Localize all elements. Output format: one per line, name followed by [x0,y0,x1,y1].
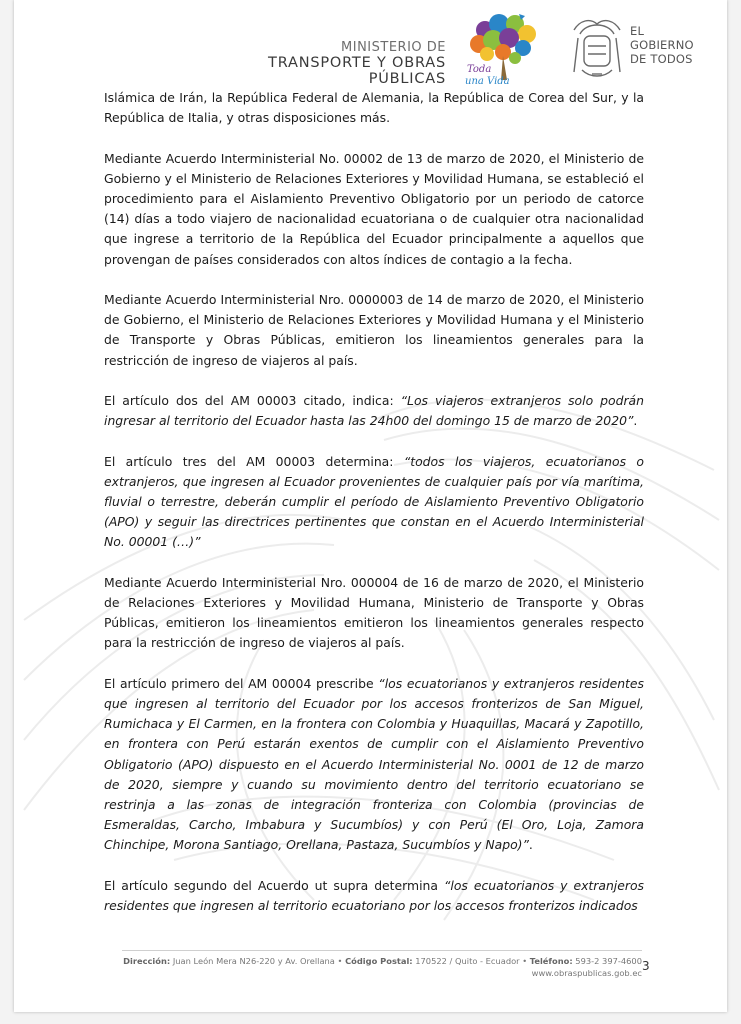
slogan-line2: una Vida [465,76,510,87]
slogan-line1: Toda [467,64,492,75]
quote: “todos los viajeros, ecuatorianos o extranjeros, que ingresen al Ecuador provenientes de cualquier país por vía marítima, fluvial o terrestre, deberán cumplir el período de Aislamiento Preventivo Obligatorio (APO) y seguir las directrices pertinentes que constan en el Acuerdo Interministerial No. 00001 (…)” [104,453,644,550]
footer-website: www.obraspublicas.gob.ec [531,968,642,978]
gov-line1: EL [630,24,645,38]
paragraph-1: Islámica de Irán, la República Federal de Alemania, la República de Corea del Sur, y la República de Italia, y otras disposiciones más. [104,90,644,126]
paragraph-7: El artículo primero del AM 00004 prescribe “los ecuatorianos y extranjeros residentes que ingresen al territorio del Ecuador por los accesos fronterizos de San Miguel, Rumichaca y El Carmen, en la frontera con Colombia y Huaquillas, Macará y Zapotillo, en frontera con Perú estarán exentos de cumplir con el Aislamiento Preventivo Obligatorio (APO) dispuesto en el Acuerdo Interministerial No. 0001 de 12 de marzo de 2020, siempre y cuando su movimiento dentro del territorio ecuatoriano se restrinja a las zonas de integración fronteriza con Colombia (provincias de Esmeraldas, Carcho, Imbabura y Sucumbíos) y con Perú (El Oro, Loja, Zamora Chinchipe, Morona Santiago, Orellana, Pastaza, Sucumbíos y Napo)”. [104,675,644,853]
paragraph-8: El artículo segundo del Acuerdo ut supra determina “los ecuatorianos y extranjeros residentes que ingresen al territorio ecuatoriano por los accesos fronterizos indicados [104,877,644,914]
quote: “Los viajeros extranjeros solo podrán ingresar al territorio del Ecuador hasta las 24h00 del domingo 15 de marzo de 2020” [104,393,644,429]
footer-divider [122,950,642,951]
paragraph-3: Mediante Acuerdo Interministerial Nro. 0000003 de 14 de marzo de 2020, el Ministerio de Gobierno, el Ministerio de Relaciones Exteriores y Movilidad Humana y el Ministerio de Transporte y Obras Públicas, emitieron los lineamientos generales para la restricción de ingreso de viajeros al país. [104,292,644,368]
gobierno-de-todos-logo [630,24,694,66]
document-body [104,88,644,936]
ecuador-coat-of-arms-icon [566,16,628,86]
quote: “los ecuatorianos y extranjeros residentes que ingresen al territorio ecuatoriano por los accesos fronterizos indicados [104,877,644,914]
ministry-name [200,40,446,87]
document-page [14,0,727,1012]
toda-una-vida-tree-logo [459,10,549,88]
gov-line3: DE TODOS [630,52,693,66]
ministry-line2: TRANSPORTE Y OBRAS PÚBLICAS [268,55,446,87]
footer-address: Dirección: Juan León Mera N26-220 y Av. Orellana • Código Postal: 170522 / Quito - Ecuador • Teléfono: 593-2 397-4600 [123,956,642,966]
paragraph-2: Mediante Acuerdo Interministerial No. 00002 de 13 de marzo de 2020, el Ministerio de Gobierno y el Ministerio de Relaciones Exteriores y Movilidad Humana, se estableció el procedimiento para el Aislamiento Preventivo Obligatorio por un periodo de catorce (14) días a todo viajero de nacionalidad ecuatoriana o de cualquier otra nacionalidad que ingrese a territorio de la República del Ecuador principalmente a aquellos que provengan de países considerados con altos índices de contagio a la fecha. [104,150,644,267]
page-footer [122,950,642,979]
ministry-line1: MINISTERIO DE [341,40,446,55]
page-number: 3 [642,959,650,973]
paragraph-6: Mediante Acuerdo Interministerial Nro. 000004 de 16 de marzo de 2020, el Ministerio de Relaciones Exteriores y Movilidad Humana, Ministerio de Transporte y Obras Públicas, emitieron los lineamientos emitieron los lineamientos generales respecto para la restricción de ingreso de viajeros al país. [104,574,644,651]
paragraph-5: El artículo tres del AM 00003 determina: “todos los viajeros, ecuatorianos o extranjeros, que ingresen al Ecuador provenientes de cualquier país por vía marítima, fluvial o terrestre, deberán cumplir el período de Aislamiento Preventivo Obligatorio (APO) y seguir las directrices pertinentes que constan en el Acuerdo Interministerial No. 00001 (…)” [104,453,644,550]
gov-line2: GOBIERNO [630,38,694,52]
paragraph-4: El artículo dos del AM 00003 citado, indica: “Los viajeros extranjeros solo podrán ingresar al territorio del Ecuador hasta las 24h00 del domingo 15 de marzo de 2020”. [104,393,644,429]
quote: “los ecuatorianos y extranjeros residentes que ingresen al territorio del Ecuador por los accesos fronterizos de San Miguel, Rumichaca y El Carmen, en la frontera con Colombia y Huaquillas, Macará y Zapotillo, en frontera con Perú estarán exentos de cumplir con el Aislamiento Preventivo Obligatorio (APO) dispuesto en el Acuerdo Interministerial No. 0001 de 12 de marzo de 2020, siempre y cuando su movimiento dentro del territorio ecuatoriano se restrinja a las zonas de integración fronteriza con Colombia (provincias de Esmeraldas, Carcho, Imbabura y Sucumbíos) y con Perú (El Oro, Loja, Zamora Chinchipe, Morona Santiago, Orellana, Pastaza, Sucumbíos y Napo)” [104,675,644,853]
